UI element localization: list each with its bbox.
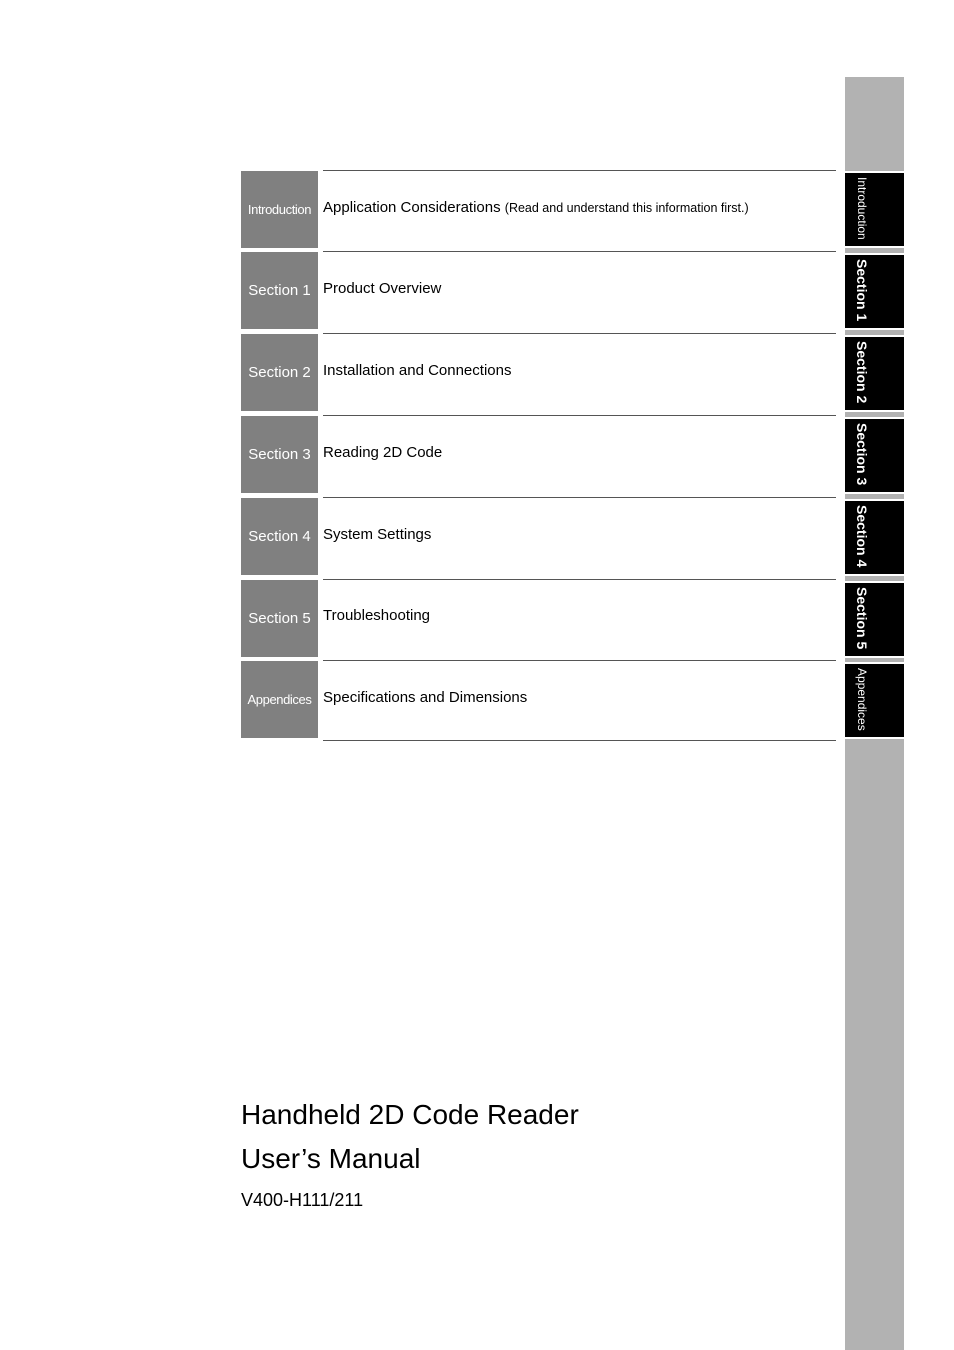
- toc-divider: [323, 333, 836, 334]
- side-tab-label: Section 3: [854, 423, 870, 486]
- toc-tab: [241, 580, 318, 657]
- side-tab-label: Section 2: [854, 341, 870, 404]
- toc-entry-title: [323, 444, 442, 461]
- toc-tab: [241, 252, 318, 329]
- side-tab-introduction[interactable]: [845, 171, 904, 248]
- toc-divider: [323, 415, 836, 416]
- toc-divider: [323, 660, 836, 661]
- side-tab-section-1[interactable]: [845, 253, 904, 330]
- document-title: Handheld 2D Code Reader: [241, 1099, 579, 1130]
- toc-row-appendices[interactable]: [241, 660, 836, 738]
- toc-tab: [241, 498, 318, 575]
- toc-tab: [241, 416, 318, 493]
- toc-tab-label: Section 1: [248, 282, 311, 299]
- toc-entry-text: Product Overview: [323, 280, 442, 297]
- toc-row-section-1[interactable]: [241, 251, 836, 329]
- side-tab-appendices[interactable]: [845, 662, 904, 739]
- toc-entry-title: [323, 689, 527, 706]
- toc-tab-label: Introduction: [247, 202, 312, 217]
- side-tab-section-2[interactable]: [845, 335, 904, 412]
- side-tab-label: Introduction: [855, 177, 869, 240]
- toc-divider: [323, 497, 836, 498]
- toc-divider: [323, 740, 836, 741]
- toc-divider: [323, 170, 836, 171]
- toc-entry-title: [323, 526, 431, 543]
- toc-row-section-2[interactable]: [241, 333, 836, 411]
- side-tab-section-3[interactable]: [845, 417, 904, 494]
- side-tab-label: Section 4: [854, 505, 870, 568]
- side-tab-section-5[interactable]: [845, 581, 904, 658]
- toc-entry-text: Installation and Connections: [323, 362, 512, 379]
- toc-tab-label: Section 3: [248, 446, 311, 463]
- toc-entry-note: (Read and understand this information first.): [504, 201, 749, 215]
- toc-entry-text: Troubleshooting: [323, 607, 431, 624]
- toc-tab-label: Appendices: [247, 692, 312, 707]
- side-tab-label: Appendices: [855, 668, 869, 731]
- toc-divider: [323, 251, 836, 252]
- side-tab-section-4[interactable]: [845, 499, 904, 576]
- toc-entry-title: [323, 280, 441, 297]
- toc-entry-text: Specifications and Dimensions: [323, 689, 528, 706]
- toc-entry-text: Reading 2D Code: [323, 444, 443, 461]
- model-number: V400-H111/211: [241, 1190, 364, 1210]
- toc-row-section-3[interactable]: [241, 415, 836, 493]
- toc-tab-label: Section 2: [248, 364, 311, 381]
- side-tab-label: Section 1: [854, 259, 870, 322]
- toc-row-section-4[interactable]: [241, 497, 836, 575]
- toc-tab: [241, 334, 318, 411]
- toc-tab: [241, 171, 318, 248]
- toc-tab-label: Section 5: [248, 610, 311, 627]
- toc-entry-title: [323, 607, 430, 624]
- toc-row-section-5[interactable]: [241, 579, 836, 657]
- toc-entry-text: Application Considerations: [323, 199, 501, 216]
- document-subtitle: User’s Manual: [241, 1143, 421, 1174]
- toc-tab: [241, 661, 318, 738]
- toc-divider: [323, 579, 836, 580]
- side-tab-label: Section 5: [854, 587, 870, 650]
- toc-entry-title: [323, 362, 511, 379]
- toc-entry-title: [323, 199, 749, 216]
- toc-tab-label: Section 4: [248, 528, 311, 545]
- toc-entry-text: System Settings: [323, 526, 432, 543]
- toc-row-introduction[interactable]: [241, 170, 836, 248]
